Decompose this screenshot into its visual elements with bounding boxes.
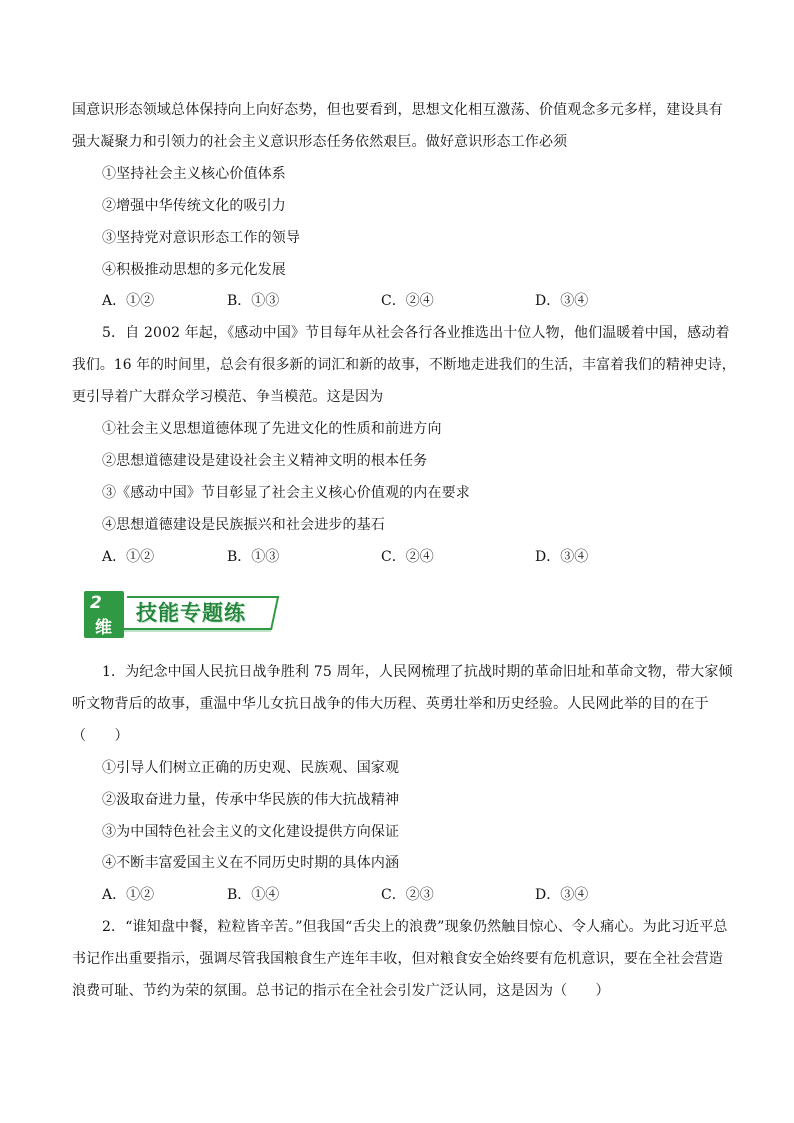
q5-item-4: ④思想道德建设是民族振兴和社会进步的基石 bbox=[102, 517, 385, 533]
s2-stem-line-2: 书记作出重要指示，强调尽管我国粮食生产连年丰收，但对粮食安全始终要有危机意识，要在全社会营造 bbox=[72, 951, 723, 967]
s1-option-a: A．①② bbox=[102, 887, 155, 903]
s1-stem-line-1: 1．为纪念中国人民抗日战争胜利 75 周年，人民网梳理了抗战时期的革命旧址和革命文物，带大家倾 bbox=[102, 664, 733, 680]
q5-stem-line-1: 5．自 2002 年起，《感动中国》节目每年从社会各行各业推选出十位人物，他们温暖着中国，感动着 bbox=[102, 325, 730, 341]
s1-item-4: ④不断丰富爱国主义在不同历史时期的具体内涵 bbox=[102, 855, 400, 871]
q4-option-d: D．③④ bbox=[535, 293, 589, 309]
s1-item-3: ③为中国特色社会主义的文化建设提供方向保证 bbox=[102, 824, 400, 840]
q4-stem-line-1: 国意识形态领域总体保持向上向好态势，但也要看到，思想文化相互激荡、价值观念多元多样，建设具有 bbox=[72, 102, 723, 118]
q4-item-2: ②增强中华传统文化的吸引力 bbox=[102, 198, 286, 214]
q5-item-2: ②思想道德建设是建设社会主义精神文明的根本任务 bbox=[102, 453, 428, 469]
q5-stem-line-2: 我们。16 年的时间里，总会有很多新的词汇和新的故事，不断地走进我们的生活，丰富着我们的精神史诗， bbox=[72, 357, 736, 373]
badge-number: 2 bbox=[90, 593, 102, 613]
s1-option-c: C．②③ bbox=[381, 887, 434, 903]
badge-number-box bbox=[84, 591, 124, 638]
q4-option-b: B．①③ bbox=[227, 293, 280, 309]
q5-option-a: A．①② bbox=[102, 549, 155, 565]
q5-option-d: D．③④ bbox=[535, 549, 589, 565]
section-badge bbox=[84, 588, 276, 642]
q4-item-3: ③坚持党对意识形态工作的领导 bbox=[102, 230, 301, 246]
q4-item-4: ④积极推动思想的多元化发展 bbox=[102, 262, 286, 278]
badge-char: 维 bbox=[95, 618, 112, 638]
q5-stem-line-3: 更引导着广大群众学习模范、争当模范。这是因为 bbox=[72, 389, 384, 405]
s1-stem-line-3: （ ） bbox=[72, 728, 129, 744]
q5-option-c: C．②④ bbox=[381, 549, 434, 565]
q4-option-c: C．②④ bbox=[381, 293, 434, 309]
q4-item-1: ①坚持社会主义核心价值体系 bbox=[102, 166, 286, 182]
s2-stem-line-3: 浪费可耻、节约为荣的氛围。总书记的指示在全社会引发广泛认同，这是因为（ ） bbox=[72, 983, 610, 999]
s1-stem-line-2: 听文物背后的故事，重温中华儿女抗日战争的伟大历程、英勇壮举和历史经验。人民网此举的目的在于 bbox=[72, 696, 709, 712]
q5-item-3: ③《感动中国》节目彰显了社会主义核心价值观的内在要求 bbox=[102, 485, 470, 501]
s2-stem-line-1: 2．“谁知盘中餐，粒粒皆辛苦。”但我国“舌尖上的浪费”现象仍然触目惊心、令人痛心。为此习近平总 bbox=[102, 919, 728, 935]
s1-option-b: B．①④ bbox=[227, 887, 280, 903]
s1-option-d: D．③④ bbox=[535, 887, 589, 903]
q4-option-a: A．①② bbox=[102, 293, 155, 309]
s1-item-2: ②汲取奋进力量，传承中华民族的伟大抗战精神 bbox=[102, 792, 400, 808]
q4-stem-line-2: 强大凝聚力和引领力的社会主义意识形态任务依然艰巨。做好意识形态工作必须 bbox=[72, 134, 568, 150]
q5-item-1: ①社会主义思想道德体现了先进文化的性质和前进方向 bbox=[102, 421, 442, 437]
section-title: 技能专题练 bbox=[136, 601, 246, 625]
s1-item-1: ①引导人们树立正确的历史观、民族观、国家观 bbox=[102, 760, 400, 776]
q5-option-b: B．①③ bbox=[227, 549, 280, 565]
